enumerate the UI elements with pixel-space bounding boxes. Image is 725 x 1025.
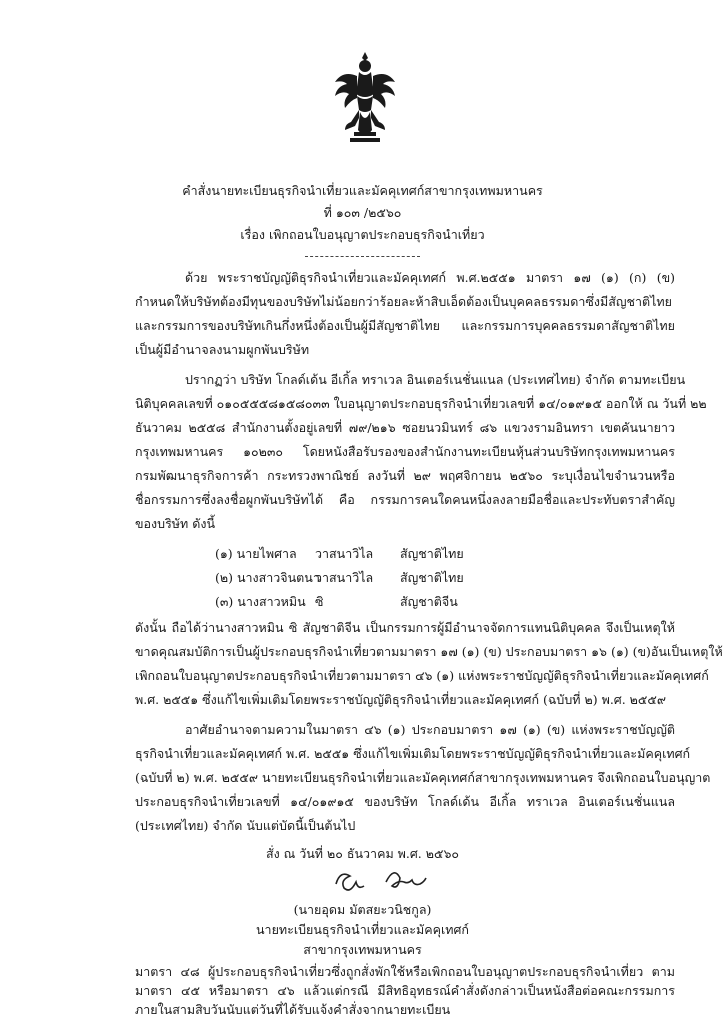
para1-line: เป็นผู้มีอำนาจลงนามผูกพันบริษัท <box>135 342 310 357</box>
signatory-name: (นายอุดม มัตสยะวนิชกูล) <box>293 902 432 917</box>
garuda-emblem-icon <box>330 50 400 145</box>
para2-line: ของบริษัท ดังนี้ <box>135 516 216 531</box>
divider <box>305 256 420 257</box>
para2-line: ธันวาคม ๒๕๕๘ สำนักงานตั้งอยู่เลขที่ ๗๙/๒๑๖ ซอยนวมินทร์ ๘๖ แขวงรามอินทรา เขตคันนายาว <box>135 420 675 435</box>
para4-line: ประกอบธุรกิจนำเที่ยวเลขที่ ๑๔/๐๑๙๑๕ ของบริษัท โกลด์เด้น อีเกิ้ล ทราเวล อินเตอร์เนชั่นแนล <box>135 794 675 809</box>
director-name: (๑) นายไพศาล <box>215 546 297 561</box>
director-row <box>215 594 500 610</box>
order-subject: เรื่อง เพิกถอนใบอนุญาตประกอบธุรกิจนำเที่ยว <box>240 227 485 242</box>
director-row <box>215 570 500 586</box>
para1-line: และกรรมการของบริษัทเกินกึ่งหนึ่งต้องเป็นผู้มีสัญชาติไทย และกรรมการบุคคลธรรมดาสัญชาติไทย <box>135 318 675 333</box>
director-surname: วาสนาวิไล <box>315 570 374 585</box>
director-nationality: สัญชาติไทย <box>400 570 464 585</box>
para4-line: (ประเทศไทย) จำกัด นับแต่บัดนี้เป็นต้นไป <box>135 818 356 833</box>
director-nationality: สัญชาติจีน <box>400 594 458 609</box>
order-number: ที่ ๑๐๓ /๒๕๖๐ <box>323 205 402 220</box>
handwritten-signature <box>330 864 440 898</box>
para2-line: นิติบุคคลเลขที่ ๐๑๐๕๕๕๘๑๕๘๐๓๓ ใบอนุญาตประกอบธุรกิจนำเที่ยวเลขที่ ๑๔/๐๑๙๑๕ ออกให้ ณ วันที่ ๒๒ <box>135 396 707 411</box>
para4-line: ธุรกิจนำเที่ยวและมัคคุเทศก์ พ.ศ. ๒๕๕๑ ซึ่งแก้ไขเพิ่มเติมโดยพระราชบัญญัติธุรกิจนำเที่ยวและมัคคุเทศก์ <box>135 746 691 761</box>
para1-line: ด้วย พระราชบัญญัติธุรกิจนำเที่ยวและมัคคุเทศก์ พ.ศ.๒๕๕๑ มาตรา ๑๗ (๑) (ก) (ข) <box>185 270 675 285</box>
director-nationality: สัญชาติไทย <box>400 546 464 561</box>
order-date: สั่ง ณ วันที่ ๒๐ ธันวาคม พ.ศ. ๒๕๖๐ <box>265 846 460 861</box>
director-name: (๓) นางสาวหมิน <box>215 594 306 609</box>
appeal-footnote: มาตรา ๔๘ ผู้ประกอบธุรกิจนำเที่ยวซึ่งถูกสั่งพักใช้หรือเพิกถอนใบอนุญาตประกอบธุรกิจนำเที่ยว ตามมาตรา ๔๕ หรือมาตรา ๔๖ แล้วแต่กรณี มีสิทธิอุทธรณ์คำสั่งดังกล่าวเป็นหนังสือต่อคณะกรรมการภายในสามสิบวันนับแต่วันที่ได้รับแจ้งคำสั่งจากนายทะเบียน <box>135 964 675 1017</box>
para2-line: ชื่อกรรมการซึ่งลงชื่อผูกพันบริษัทได้ คือ กรรมการคนใดคนหนึ่งลงลายมือชื่อและประทับตราสำคัญ <box>135 492 675 507</box>
signatory-position: นายทะเบียนธุรกิจนำเที่ยวและมัคคุเทศก์ <box>256 922 469 937</box>
director-row <box>215 546 500 562</box>
signatory-branch: สาขากรุงเทพมหานคร <box>303 942 422 957</box>
para3-line: ดังนั้น ถือได้ว่านางสาวหมิน ซิ สัญชาติจีน เป็นกรรมการผู้มีอำนาจจัดการแทนนิติบุคคล จึงเป็นเหตุให้ <box>135 620 675 635</box>
para3-line: เพิกถอนใบอนุญาตประกอบธุรกิจนำเที่ยวตามมาตรา ๔๖ (๑) แห่งพระราชบัญญัติธุรกิจนำเที่ยวและมัคคุเทศก์ <box>135 668 709 683</box>
para1-line: กำหนดให้บริษัทต้องมีทุนของบริษัทไม่น้อยกว่าร้อยละห้าสิบเอ็ดต้องเป็นบุคคลธรรมดาซึ่งมีสัญชาติไทย <box>135 294 672 309</box>
para2-line: กรมพัฒนาธุรกิจการค้า กระทรวงพาณิชย์ ลงวันที่ ๒๙ พฤศจิกายน ๒๕๖๐ ระบุเงื่อนไขจำนวนหรือ <box>135 468 675 483</box>
director-surname: วาสนาวิไล <box>315 546 374 561</box>
para2-line: ปรากฏว่า บริษัท โกลด์เด้น อีเกิ้ล ทราเวล อินเตอร์เนชั่นแนล (ประเทศไทย) จำกัด ตามทะเบียน <box>185 372 686 387</box>
para3-line: ขาดคุณสมบัติการเป็นผู้ประกอบธุรกิจนำเที่ยวตามมาตรา ๑๗ (๑) (ข) ประกอบมาตรา ๑๖ (๑) (ข)อันเป็นเหตุให้ <box>135 644 723 659</box>
para3-line: พ.ศ. ๒๕๕๑ ซึ่งแก้ไขเพิ่มเติมโดยพระราชบัญญัติธุรกิจนำเที่ยวและมัคคุเทศก์ (ฉบับที่ ๒) พ.ศ. ๒๕๕๙ <box>135 692 666 707</box>
para2-line: กรุงเทพมหานคร ๑๐๒๓๐ โดยหนังสือรับรองของสำนักงานทะเบียนหุ้นส่วนบริษัทกรุงเทพมหานคร <box>135 444 675 459</box>
para4-line: อาศัยอำนาจตามความในมาตรา ๔๖ (๑) ประกอบมาตรา ๑๗ (๑) (ข) แห่งพระราชบัญญัติ <box>185 722 675 737</box>
para4-line: (ฉบับที่ ๒) พ.ศ. ๒๕๕๙ นายทะเบียนธุรกิจนำเที่ยวและมัคคุเทศก์สาขากรุงเทพมหานคร จึงเพิกถอนใบอนุญาต <box>135 770 711 785</box>
order-title: คำสั่งนายทะเบียนธุรกิจนำเที่ยวและมัคคุเทศก์สาขากรุงเทพมหานคร <box>182 183 543 198</box>
director-surname: ซิ <box>315 594 324 609</box>
director-name: (๒) นางสาวจินตนา <box>215 570 320 585</box>
